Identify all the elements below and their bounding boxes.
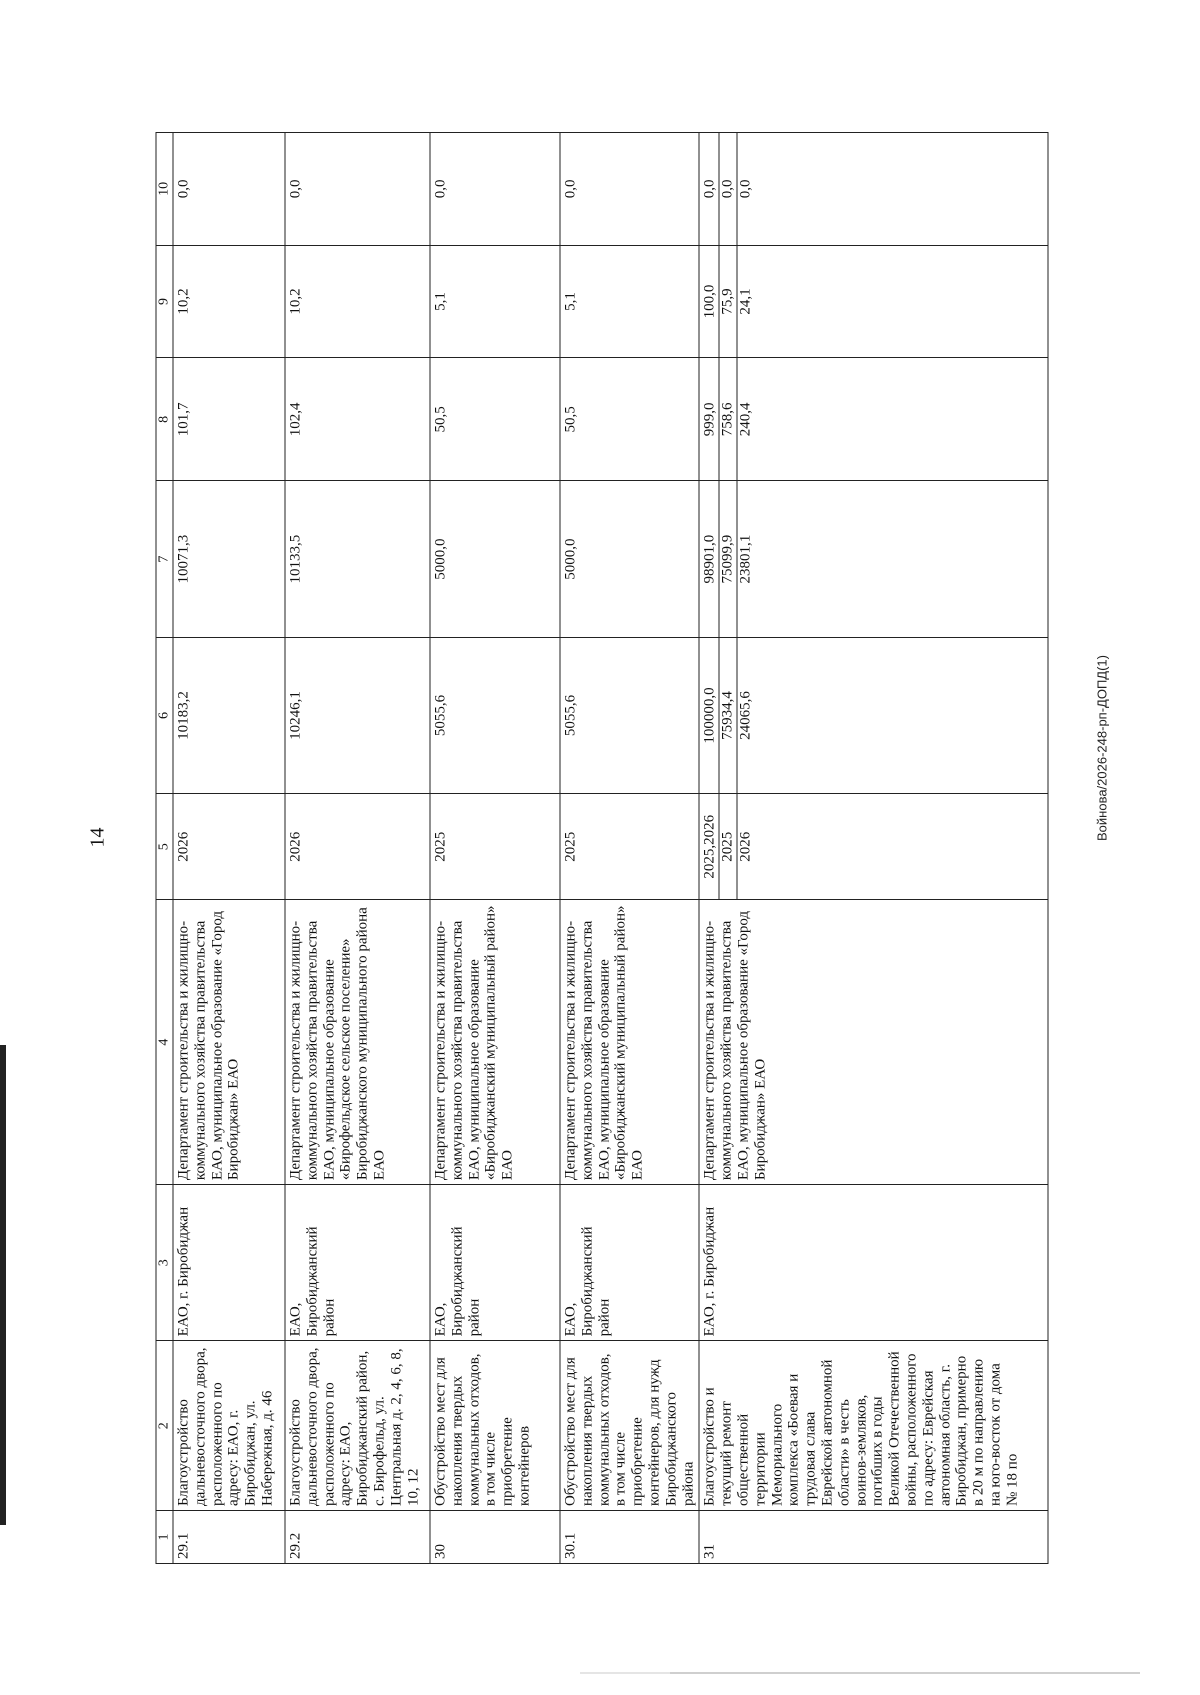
header-cell: 9 — [156, 245, 173, 358]
cell-year-total: 2025,2026 — [701, 814, 718, 879]
cell-object: Благоустройство дальневосточного двора, расположенного по адресу: ЕАО, Биробиджанский район, с. Бирофельд, ул. Центральная д. 2, 4, 6, 8, 10, 12 — [285, 1341, 430, 1511]
cell-customer: Департамент строительства и жилищно-коммунального хозяйства правительства ЕАО, муниципальное образование «Город Биробиджан» ЕАО — [699, 900, 1048, 1185]
cell-year: 2025 — [560, 794, 699, 900]
cell-col6 — [699, 637, 1048, 793]
table-row — [173, 133, 285, 1564]
cell-number: 31 — [699, 1511, 1048, 1564]
cell-year-sub1: 2025 — [719, 794, 737, 899]
header-cell: 4 — [156, 900, 173, 1185]
cell-col9: 10,2 — [173, 245, 285, 358]
cell-col8: 102,4 — [285, 358, 430, 481]
cell-col9-sub1: 75,9 — [719, 246, 737, 358]
header-cell: 2 — [156, 1341, 173, 1511]
cell-number: 29.2 — [285, 1511, 430, 1564]
cell-location: ЕАО, Биробиджанский район — [430, 1185, 560, 1341]
cell-col9: 5,1 — [430, 245, 560, 358]
cell-col7 — [699, 481, 1048, 637]
cell-object: Обустройство мест для накопления твердых коммунальных отходов, в том числе приобретение контейнеров, для нужд Биробиджанского района — [560, 1341, 699, 1511]
cell-number: 30.1 — [560, 1511, 699, 1564]
cell-col7-sub1: 75099,9 — [719, 482, 737, 637]
cell-col8-sub1: 758,6 — [719, 358, 737, 480]
cell-col6-total: 100000,0 — [701, 687, 718, 744]
cell-col8-sub2: 240,4 — [736, 358, 754, 480]
header-cell: 3 — [156, 1185, 173, 1341]
cell-col7-sub2: 23801,1 — [736, 482, 754, 637]
cell-col10: 0,0 — [285, 133, 430, 246]
cell-customer: Департамент строительства и жилищно-коммунального хозяйства правительства ЕАО, муниципальное образование «Город Биробиджан» ЕАО — [173, 900, 285, 1185]
cell-col7: 5000,0 — [430, 481, 560, 637]
cell-col6-sub2: 24065,6 — [736, 638, 754, 793]
cell-year: 2026 — [173, 794, 285, 900]
cell-col6: 5055,6 — [430, 637, 560, 793]
page-number: 14 — [86, 827, 109, 848]
cell-customer: Департамент строительства и жилищно-коммунального хозяйства правительства ЕАО, муниципальное образование «Биробиджанский муниципальный район» ЕАО — [560, 900, 699, 1185]
cell-col6-sub1: 75934,4 — [719, 638, 737, 793]
header-row — [156, 133, 173, 1564]
header-cell: 8 — [156, 358, 173, 481]
cell-col9-total: 100,0 — [701, 284, 718, 319]
cell-col8: 101,7 — [173, 358, 285, 481]
cell-object: Благоустройство дальневосточного двора, расположенного по адресу: ЕАО, г. Биробиджан, ул. Набережная, д. 46 — [173, 1341, 285, 1511]
cell-col10: 0,0 — [430, 133, 560, 246]
cell-object: Благоустройство и текущий ремонт общественной территории Мемориального комплекса «Боевая и трудовая слава Еврейской автономной области» в честь воинов-земляков, погибших в годы Великой Отечественной войны, расположенного по адресу: Еврейская автономная область, г. Биробиджан, примерно в 20 м по направлению на юго-восток от дома № 18 по — [699, 1341, 1048, 1511]
cell-col10: 0,0 — [560, 133, 699, 246]
data-table — [156, 132, 1049, 1564]
table-row — [560, 133, 699, 1564]
cell-col8 — [699, 358, 1048, 481]
cell-year: 2025 — [430, 794, 560, 900]
cell-year — [699, 794, 1048, 900]
cell-col10-sub1: 0,0 — [719, 133, 737, 245]
footer-document-code: Войнова/2026-248-рп-ДОПД(1) — [1094, 655, 1110, 841]
cell-col10-sub2: 0,0 — [736, 133, 754, 245]
cell-col7-total: 98901,0 — [701, 534, 718, 584]
cell-col9: 10,2 — [285, 245, 430, 358]
cell-col8: 50,5 — [560, 358, 699, 481]
cell-col6: 5055,6 — [560, 637, 699, 793]
cell-col6: 10183,2 — [173, 637, 285, 793]
cell-customer: Департамент строительства и жилищно-коммунального хозяйства правительства ЕАО, муниципальное образование «Бирофельдское сельское поселение» Биробиджанского муниципального района ЕАО — [285, 900, 430, 1185]
scan-edge-rule — [0, 1045, 6, 1525]
cell-col7: 10133,5 — [285, 481, 430, 637]
cell-location: ЕАО, Биробиджанский район — [560, 1185, 699, 1341]
header-cell: 1 — [156, 1511, 173, 1564]
cell-col7: 5000,0 — [560, 481, 699, 637]
cell-col10 — [699, 133, 1048, 246]
header-cell: 10 — [156, 133, 173, 246]
cell-year: 2026 — [285, 794, 430, 900]
scan-bottom-rule-faint — [580, 1672, 670, 1674]
cell-year-sub2: 2026 — [736, 794, 754, 899]
cell-number: 30 — [430, 1511, 560, 1564]
cell-col9-sub2: 24,1 — [736, 246, 754, 358]
table-row — [699, 133, 1048, 1564]
cell-col8-total: 999,0 — [701, 402, 718, 437]
table-row — [285, 133, 430, 1564]
cell-col6: 10246,1 — [285, 637, 430, 793]
table-row — [430, 133, 560, 1564]
cell-col9 — [699, 245, 1048, 358]
scan-bottom-rule — [660, 1672, 1140, 1674]
cell-number: 29.1 — [173, 1511, 285, 1564]
cell-customer: Департамент строительства и жилищно-коммунального хозяйства правительства ЕАО, муниципальное образование «Биробиджанский муниципальный район» ЕАО — [430, 900, 560, 1185]
header-cell: 7 — [156, 481, 173, 637]
cell-col7: 10071,3 — [173, 481, 285, 637]
header-cell: 5 — [156, 794, 173, 900]
cell-object: Обустройство мест для накопления твердых коммунальных отходов, в том числе приобретение контейнеров — [430, 1341, 560, 1511]
cell-location: ЕАО, г. Биробиджан — [699, 1185, 1048, 1341]
cell-col9: 5,1 — [560, 245, 699, 358]
cell-col10: 0,0 — [173, 133, 285, 246]
cell-col8: 50,5 — [430, 358, 560, 481]
cell-location: ЕАО, Биробиджанский район — [285, 1185, 430, 1341]
header-cell: 6 — [156, 637, 173, 793]
cell-location: ЕАО, г. Биробиджан — [173, 1185, 285, 1341]
cell-col10-total: 0,0 — [701, 179, 718, 199]
